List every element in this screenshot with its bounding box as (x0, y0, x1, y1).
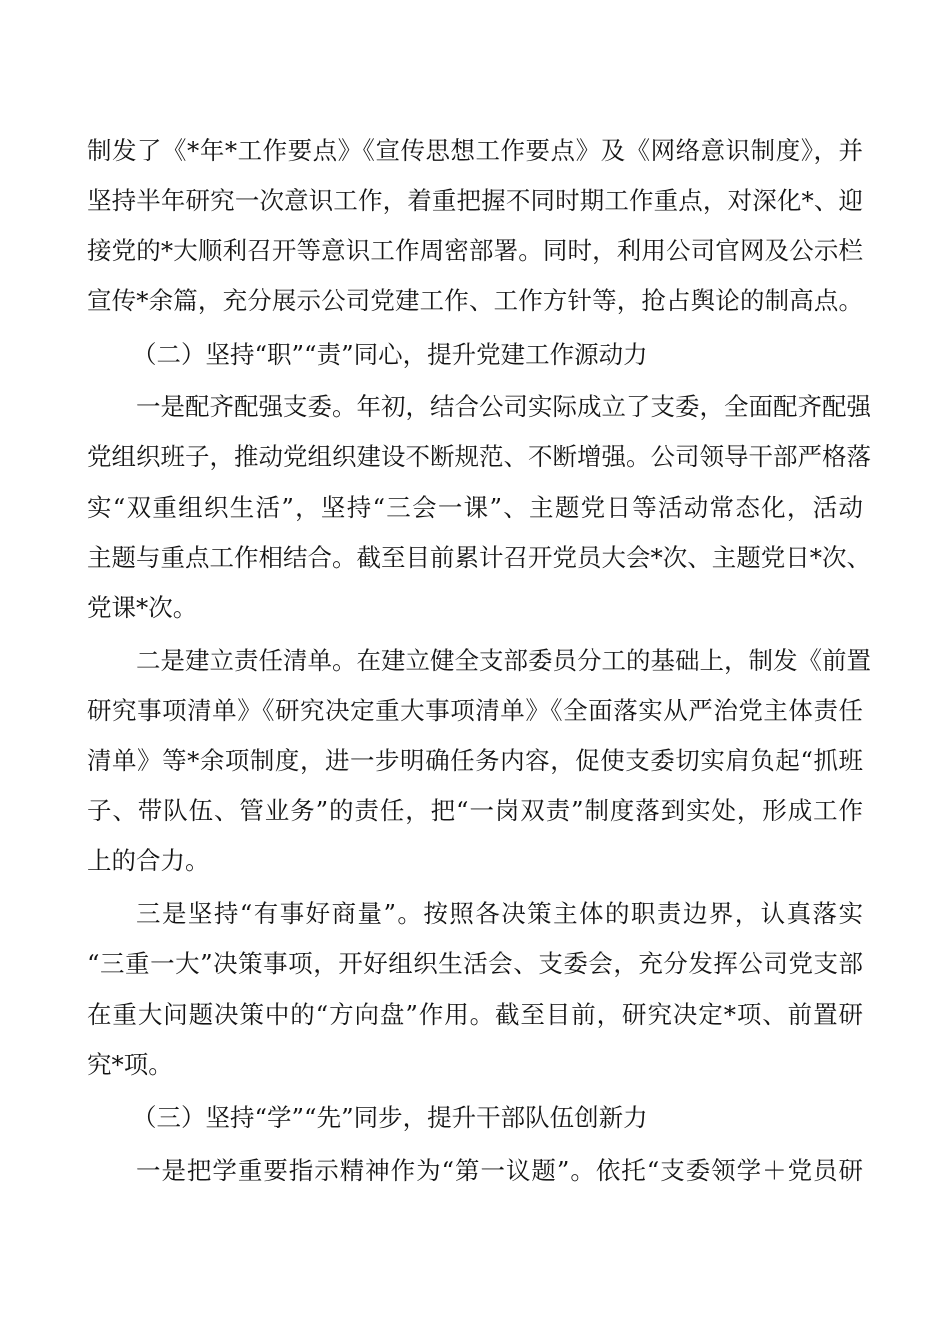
text-line: 党组织班子，推动党组织建设不断规范、不断增强。公司领导干部严格落 (87, 442, 871, 471)
section-heading: （二）坚持“职”“责”同心，提升党建工作源动力 (132, 340, 648, 369)
text-line: 宣传*余篇，充分展示公司党建工作、工作方针等，抢占舆论的制高点。 (87, 286, 863, 315)
text-line: 研究事项清单》《研究决定重大事项清单》《全面落实从严治党主体责任 (87, 696, 863, 725)
text-line: 制发了《*年*工作要点》《宣传思想工作要点》及《网络意识制度》，并 (87, 136, 863, 165)
text-line: 清单》等*余项制度，进一步明确任务内容，促使支委切实肩负起“抓班 (87, 746, 863, 775)
text-line: 接党的*大顺利召开等意识工作周密部署。同时，利用公司官网及公示栏 (87, 236, 863, 265)
text-line: 究*项。 (87, 1050, 173, 1079)
text-line: 子、带队伍、管业务”的责任，把“一岗双责”制度落到实处，形成工作 (87, 796, 863, 825)
text-line: “三重一大”决策事项，开好组织生活会、支委会，充分发挥公司党支部 (87, 949, 863, 978)
text-line: 坚持半年研究一次意识工作，着重把握不同时期工作重点，对深化*、迎 (87, 186, 863, 215)
text-line: 三是坚持“有事好商量”。按照各决策主体的职责边界，认真落实 (136, 899, 863, 928)
section-heading: （三）坚持“学”“先”同步，提升干部队伍创新力 (132, 1103, 648, 1132)
text-line: 一是把学重要指示精神作为“第一议题”。依托“支委领学＋党员研 (136, 1156, 863, 1185)
text-line: 在重大问题决策中的“方向盘”作用。截至目前，研究决定*项、前置研 (87, 1000, 863, 1029)
text-line: 主题与重点工作相结合。截至目前累计召开党员大会*次、主题党日*次、 (87, 543, 871, 572)
text-line: 党课*次。 (87, 593, 198, 622)
text-line: 一是配齐配强支委。年初，结合公司实际成立了支委，全面配齐配强 (136, 392, 871, 421)
text-line: 二是建立责任清单。在建立健全支部委员分工的基础上，制发《前置 (136, 646, 871, 675)
text-line: 上的合力。 (87, 846, 210, 875)
text-line: 实“双重组织生活”，坚持“三会一课”、主题党日等活动常态化，活动 (87, 493, 863, 522)
